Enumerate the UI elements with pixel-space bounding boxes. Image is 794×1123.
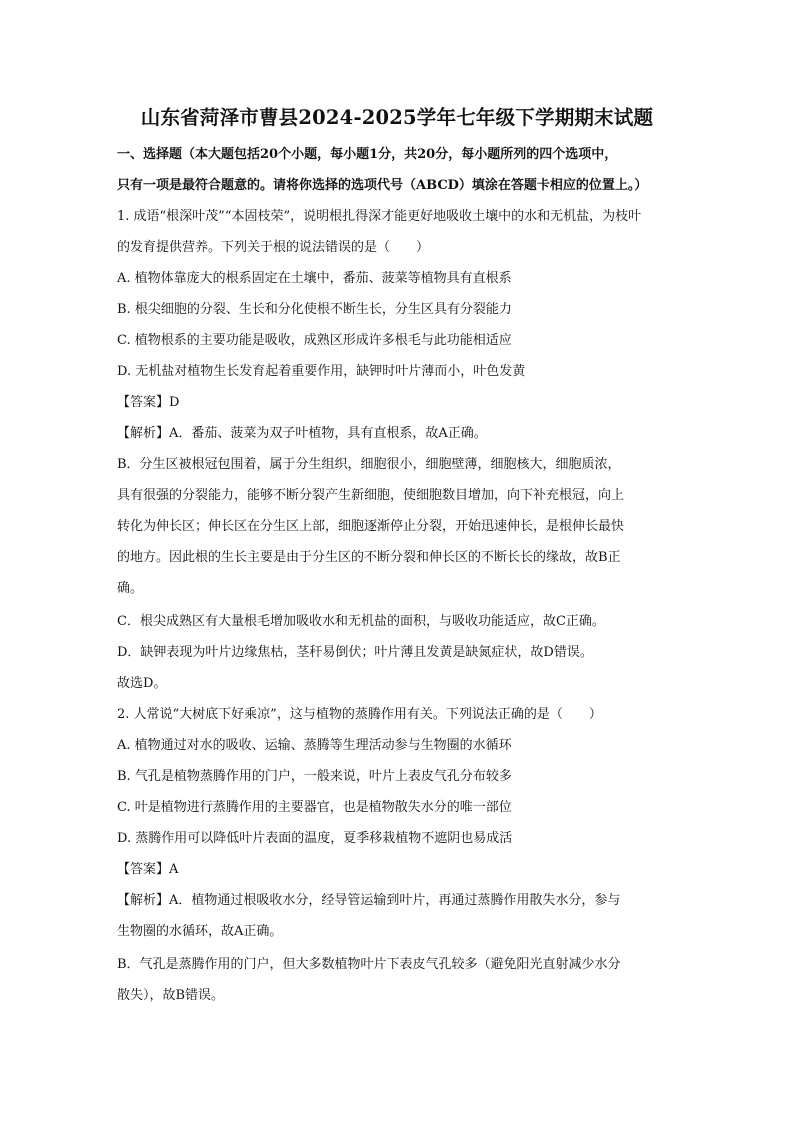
q1-explanation-line-7: C．根尖成熟区有大量根毛增加吸收水和无机盐的面积，与吸收功能适应，故C正确。 — [117, 614, 605, 629]
q1-explanation-line-2: B．分生区被根冠包围着，属于分生组织，细胞很小，细胞壁薄，细胞核大，细胞质浓， — [117, 457, 621, 472]
q2-option-b: B. 气孔是植物蒸腾作用的门户，一般来说，叶片上表皮气孔分布较多 — [117, 769, 512, 784]
q2-answer: 【答案】A — [117, 862, 179, 877]
section-heading-line-1: 一、选择题（本大题包括20个小题，每小题1分，共20分，每小题所列的四个选项中， — [117, 147, 618, 162]
q1-option-d: D. 无机盐对植物生长发育起着重要作用，缺钾时叶片薄而小，叶色发黄 — [117, 364, 526, 379]
q2-option-d: D. 蒸腾作用可以降低叶片表面的温度，夏季移栽植物不遮阴也易成活 — [117, 831, 513, 846]
q2-explanation-line-1: 【解析】A．植物通过根吸收水分，经导管运输到叶片，再通过蒸腾作用散失水分，参与 — [117, 893, 621, 908]
section-heading-line-2: 只有一项是最符合题意的。请将你选择的选项代号（ABCD）填涂在答题卡相应的位置上。） — [117, 178, 648, 193]
q1-option-a: A. 植物体靠庞大的根系固定在土壤中，番茄、菠菜等植物具有直根系 — [117, 271, 512, 286]
q2-explanation-line-4: 散失），故B错误。 — [117, 988, 225, 1003]
q2-explanation-line-2: 生物圈的水循环，故A正确。 — [117, 924, 283, 939]
q2-option-c: C. 叶是植物进行蒸腾作用的主要器官，也是植物散失水分的唯一部位 — [117, 800, 512, 815]
q1-explanation-line-4: 转化为伸长区；伸长区在分生区上部，细胞逐渐停止分裂，开始迅速伸长，是根伸长最快 — [117, 519, 625, 534]
document-title: 山东省菏泽市曹县2024-2025学年七年级下学期期末试题 — [140, 106, 654, 129]
q2-explanation-line-3: B．气孔是蒸腾作用的门户，但大多数植物叶片下表皮气孔较多（避免阳光直射减少水分 — [117, 957, 621, 972]
q2-option-a: A. 植物通过对水的吸收、运输、蒸腾等生理活动参与生物圈的水循环 — [117, 738, 512, 753]
q1-stem-line-2: 的发育提供营养。下列关于根的说法错误的是（ ） — [117, 240, 430, 255]
q1-answer: 【答案】D — [117, 395, 180, 410]
q1-stem-line-1: 1. 成语“根深叶茂”“本固枝荣”，说明根扎得深才能更好地吸收土壤中的水和无机盐，为枝叶 — [117, 209, 642, 224]
q2-stem-line-1: 2. 人常说“大树底下好乘凉”，这与植物的蒸腾作用有关。下列说法正确的是（ ） — [117, 707, 602, 722]
q1-explanation-line-3: 具有很强的分裂能力，能够不断分裂产生新细胞，使细胞数目增加，向下补充根冠，向上 — [117, 488, 625, 503]
q1-explanation-line-6: 确。 — [117, 581, 144, 596]
q1-option-c: C. 植物根系的主要功能是吸收，成熟区形成许多根毛与此功能相适应 — [117, 333, 512, 348]
q1-option-b: B. 根尖细胞的分裂、生长和分化使根不断生长，分生区具有分裂能力 — [117, 302, 512, 317]
q1-conclusion: 故选D。 — [117, 676, 167, 691]
q1-explanation-line-8: D．缺钾表现为叶片边缘焦枯，茎秆易倒伏；叶片薄且发黄是缺氮症状，故D错误。 — [117, 645, 593, 660]
q1-explanation-line-1: 【解析】A．番茄、菠菜为双子叶植物，具有直根系，故A正确。 — [117, 426, 487, 441]
q1-explanation-line-5: 的地方。因此根的生长主要是由于分生区的不断分裂和伸长区的不断长长的缘故，故B正 — [117, 550, 621, 565]
